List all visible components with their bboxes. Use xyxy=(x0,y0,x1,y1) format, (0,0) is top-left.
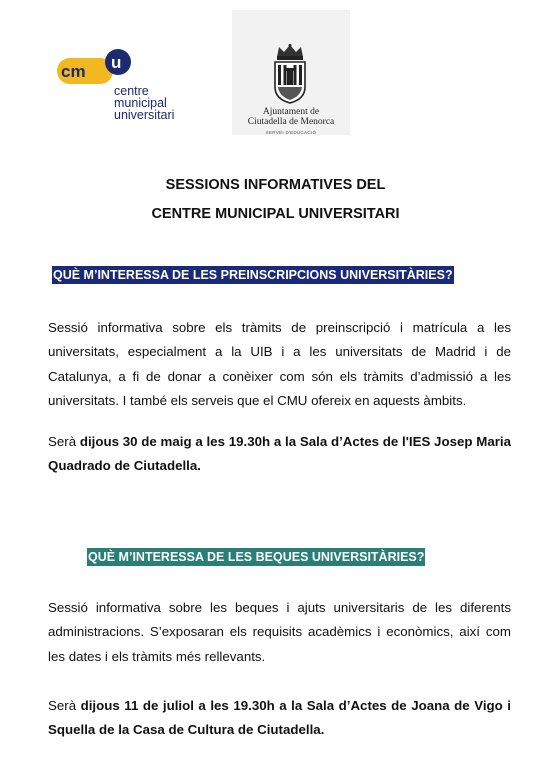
ajuntament-name-line2: Ciutadella de Menorca xyxy=(247,117,335,127)
svg-text:cm: cm xyxy=(61,62,86,81)
cmu-logo xyxy=(56,44,196,128)
page-title-line2: CENTRE MUNICIPAL UNIVERSITARI xyxy=(151,206,400,222)
section-schedule-scholarships xyxy=(48,694,511,743)
schedule-details: dijous 11 de juliol a les 19.30h a la Sala d’Actes de Joana de Vigo i Squella de la Casa de Cultura de Ciutadella. xyxy=(48,698,511,738)
svg-text:u: u xyxy=(111,53,122,72)
schedule-prefix: Serà xyxy=(48,434,80,449)
schedule-prefix: Serà xyxy=(48,698,81,713)
cmu-text-line: municipal xyxy=(114,96,167,110)
section-header-scholarships: QUÈ M’INTERESSA DE LES BEQUES UNIVERSITÀRIES? xyxy=(88,550,425,564)
coat-of-arms-icon xyxy=(269,43,311,105)
cmu-logo-mark xyxy=(56,44,136,88)
cmu-logo-text xyxy=(114,85,174,121)
section-description-scholarships: Sessió informativa sobre les beques i ajuts universitaris de les diferents administracions. S’exposaran els requisits acadèmics i econòmics, així com les dates i els tràmits més rellevants. xyxy=(48,600,511,664)
schedule-details: dijous 30 de maig a les 19.30h a la Sala d’Actes de l'IES Josep Maria Quadrado de Ciutadella. xyxy=(48,434,511,474)
section-schedule-preinscriptions xyxy=(48,430,511,479)
ajuntament-service: SERVEI D'EDUCACIÓ xyxy=(265,130,317,135)
cmu-text-line: universitari xyxy=(114,108,175,122)
section-header-preinscriptions: QUÈ M’INTERESSA DE LES PREINSCRIPCIONS UNIVERSITÀRIES? xyxy=(53,268,453,282)
ajuntament-logo xyxy=(232,10,350,135)
cmu-text-line: centre xyxy=(114,84,149,98)
section-description-preinscriptions: Sessió informativa sobre els tràmits de preinscripció i matrícula a les universitats, especialment a la UIB i a les universitats de Madrid i de Catalunya, a fi de donar a conèixer com són els tràmits d’admissió a les universitats. I també els serveis que el CMU ofereix en aquests àmbits. xyxy=(48,320,511,408)
ajuntament-name-line1: Ajuntament de xyxy=(262,107,320,117)
page-title-line1: SESSIONS INFORMATIVES DEL xyxy=(165,177,386,193)
